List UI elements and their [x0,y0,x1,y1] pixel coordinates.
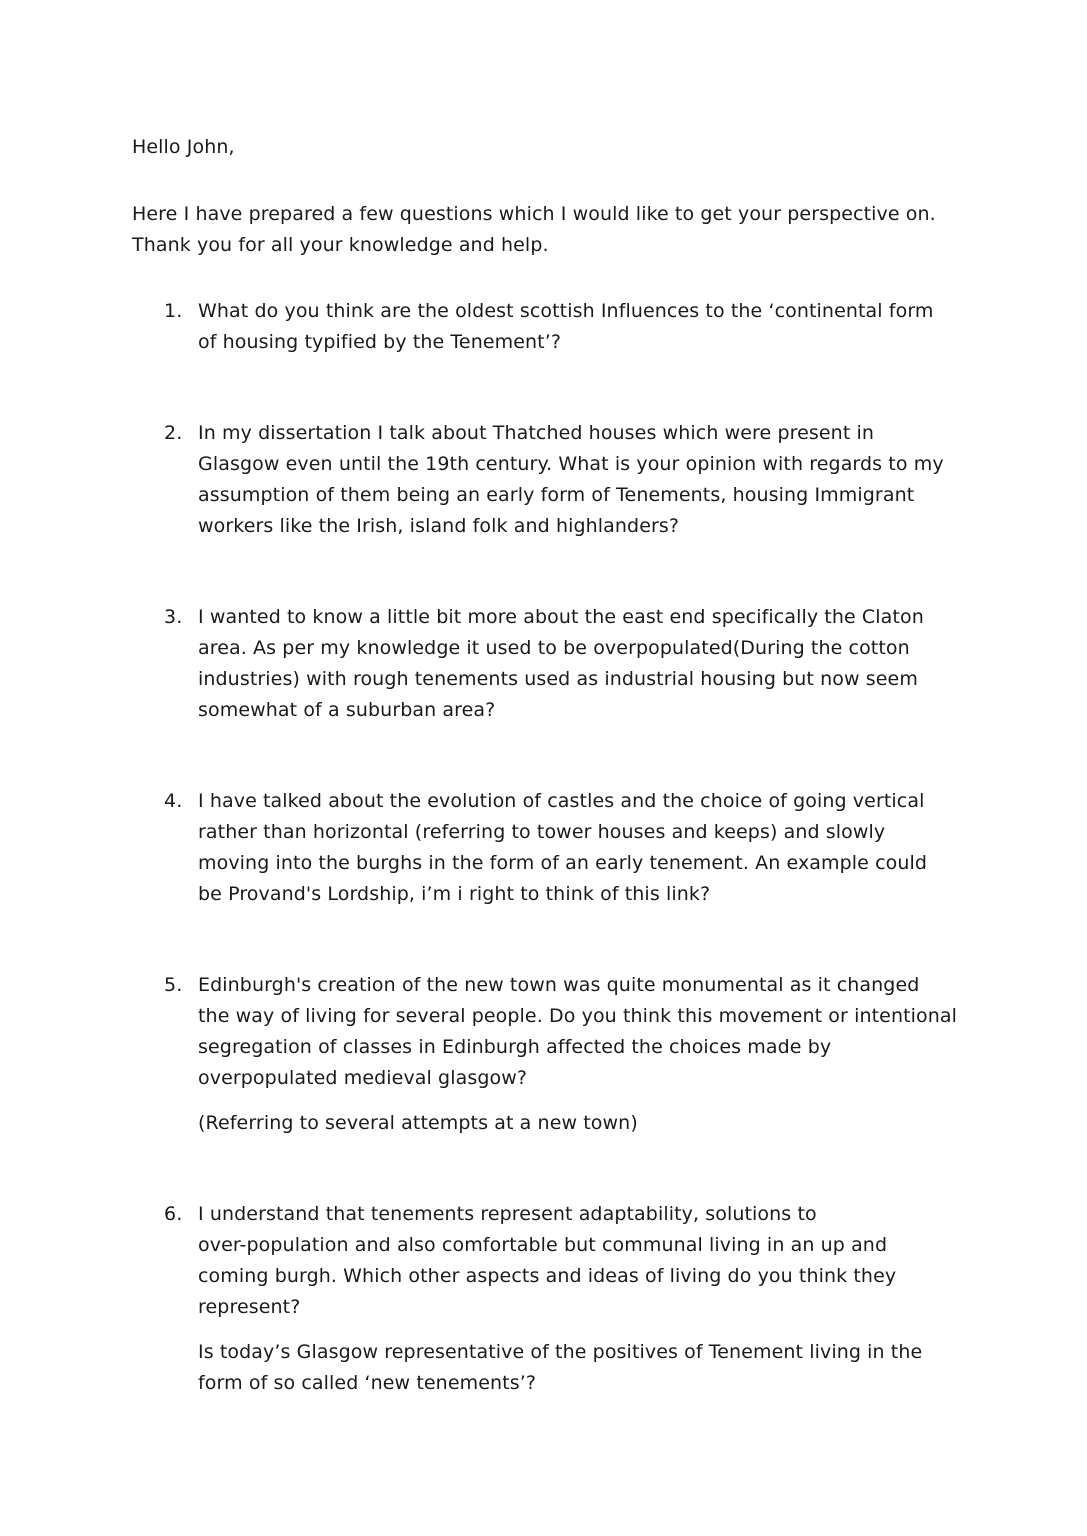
note-line: form of so called ‘new tenements’? [198,1372,537,1394]
question-line: In my dissertation I talk about Thatched houses which were present in [198,422,875,444]
question-line: industries) with rough tenements used as industrial housing but now seem [198,668,918,690]
question-line: Edinburgh's creation of the new town was quite monumental as it changed [198,974,920,996]
question-line: area. As per my knowledge it used to be overpopulated(During the cotton [198,637,910,659]
question-line: What do you think are the oldest scottish Influences to the ‘continental form [198,300,934,322]
question-number: 2. [164,422,183,444]
note-line: (Referring to several attempts at a new town) [198,1112,638,1134]
question-line: moving into the burghs in the form of an early tenement. An example could [198,852,928,874]
question-line: represent? [198,1296,301,1318]
intro-paragraph [132,199,992,261]
question-number: 6. [164,1203,183,1225]
question-text [198,786,988,910]
question-line: over-population and also comfortable but communal living in an up and [198,1234,888,1256]
question-line: I have talked about the evolution of castles and the choice of going vertical [198,790,925,812]
question-note [198,1337,988,1399]
question-number: 5. [164,974,183,996]
greeting: Hello John, [132,136,235,158]
question-note [198,1108,988,1139]
question-text [198,602,988,726]
question-line: segregation of classes in Edinburgh affected the choices made by [198,1036,832,1058]
question-text [198,296,988,358]
question-line: I wanted to know a little bit more about the east end specifically the Claton [198,606,924,628]
question-line: rather than horizontal (referring to tower houses and keeps) and slowly [198,821,886,843]
question-line: assumption of them being an early form of Tenements, housing Immigrant [198,484,915,506]
question-line: Glasgow even until the 19th century. What is your opinion with regards to my [198,453,944,475]
question-number: 4. [164,790,183,812]
question-line: coming burgh. Which other aspects and ideas of living do you think they [198,1265,897,1287]
question-text [198,418,988,542]
question-line: overpopulated medieval glasgow? [198,1067,528,1089]
question-line: somewhat of a suburban area? [198,699,496,721]
question-line: I understand that tenements represent adaptability, solutions to [198,1203,817,1225]
question-line: be Provand's Lordship, i’m i right to think of this link? [198,883,711,905]
note-line: Is today’s Glasgow representative of the positives of Tenement living in the [198,1341,923,1363]
question-text [198,1199,988,1399]
intro-line: Here I have prepared a few questions which I would like to get your perspective on. [132,203,936,225]
question-number: 1. [164,300,183,322]
question-text [198,970,988,1139]
question-line: workers like the Irish, island folk and highlanders? [198,515,680,537]
intro-line: Thank you for all your knowledge and help. [132,234,549,256]
question-line: the way of living for several people. Do you think this movement or intentional [198,1005,958,1027]
question-line: of housing typified by the Tenement’? [198,331,562,353]
question-number: 3. [164,606,183,628]
